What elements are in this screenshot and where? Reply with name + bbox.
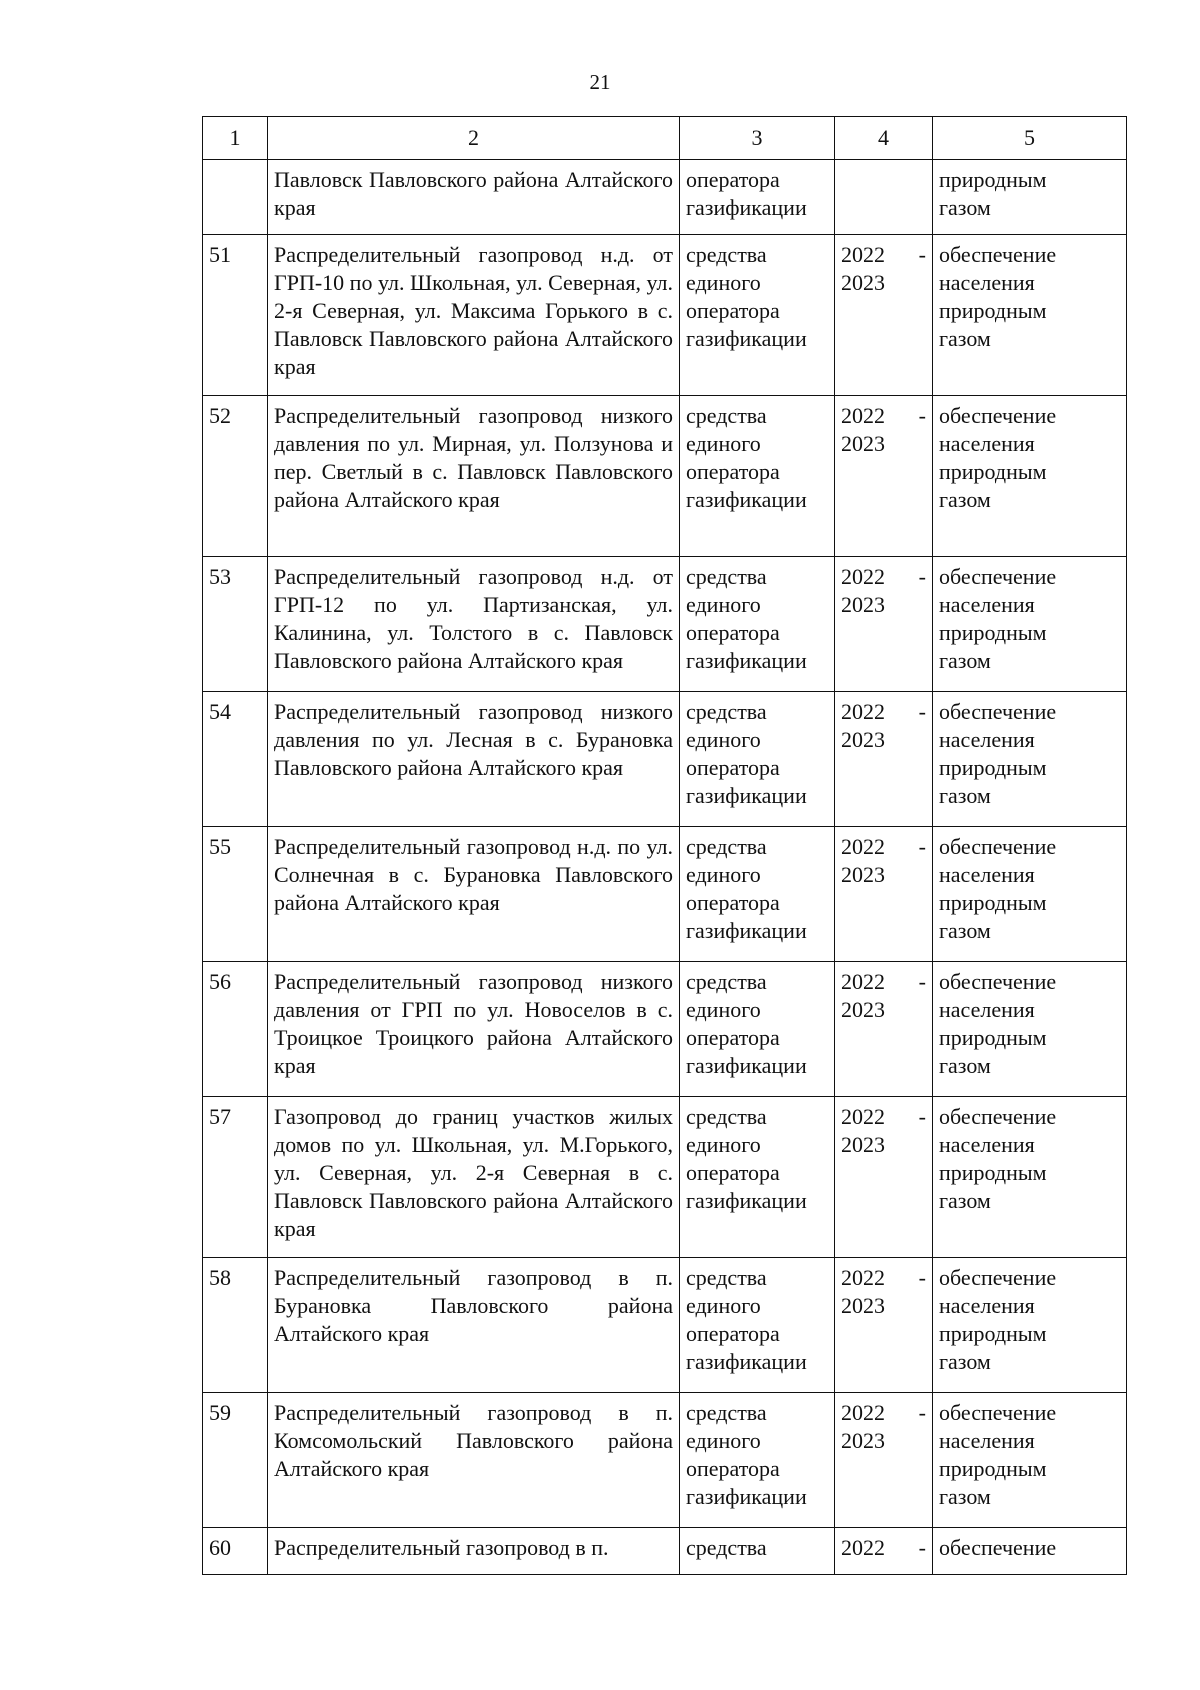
year-start: 2022: [841, 1535, 885, 1560]
purpose-line: природным: [939, 890, 1047, 915]
year-start: 2022: [841, 403, 885, 428]
row-number: 58: [203, 1258, 268, 1393]
table-row: [203, 557, 1127, 692]
row-number: 53: [203, 557, 268, 692]
funding-source-line: средства: [686, 1265, 767, 1290]
year-end: 2023: [841, 862, 885, 887]
purpose-line: населения: [939, 727, 1035, 752]
funding-source-line: газификации: [686, 195, 807, 220]
implementation-period: [835, 1528, 933, 1575]
header-row: [203, 117, 1127, 160]
funding-source-line: средства: [686, 242, 767, 267]
implementation-period: [835, 1258, 933, 1393]
implementation-period: [835, 692, 933, 827]
year-end: 2023: [841, 592, 885, 617]
period-start-line: [841, 402, 926, 430]
implementation-period: [835, 1097, 933, 1258]
program-table: [202, 116, 1127, 1575]
table-row: [203, 1528, 1127, 1575]
header-col-4: 4: [835, 117, 933, 160]
purpose-line: природным: [939, 167, 1047, 192]
object-description: Павловск Павловского района Алтайского края: [268, 160, 680, 235]
header-col-3: 3: [680, 117, 835, 160]
object-description: Распределительный газопровод низкого давления по ул. Мирная, ул. Ползунова и пер. Светлый в с. Павловск Павловского района Алтайского края: [268, 396, 680, 557]
purpose-line: обеспечение: [939, 1400, 1057, 1425]
purpose-line: обеспечение: [939, 969, 1057, 994]
purpose-line: обеспечение: [939, 1535, 1057, 1560]
row-number: 52: [203, 396, 268, 557]
period-start-line: [841, 833, 926, 861]
object-description: Распределительный газопровод н.д. от ГРП-12 по ул. Партизанская, ул. Калинина, ул. Толстого в с. Павловск Павловского района Алтайского края: [268, 557, 680, 692]
year-start: 2022: [841, 1265, 885, 1290]
funding-source-line: единого: [686, 1132, 761, 1157]
implementation-period: [835, 1393, 933, 1528]
table-row: [203, 1393, 1127, 1528]
funding-source-line: газификации: [686, 918, 807, 943]
year-separator: -: [918, 564, 926, 589]
funding-source-line: газификации: [686, 1188, 807, 1213]
purpose: [933, 1097, 1127, 1258]
year-separator: -: [918, 242, 926, 267]
implementation-period: [835, 827, 933, 962]
table-row: [203, 160, 1127, 235]
implementation-period: [835, 557, 933, 692]
row-number: 55: [203, 827, 268, 962]
table-row: [203, 692, 1127, 827]
object-description: Распределительный газопровод низкого давления от ГРП по ул. Новоселов в с. Троицкое Троицкого района Алтайского края: [268, 962, 680, 1097]
funding-source-line: средства: [686, 969, 767, 994]
year-start: 2022: [841, 564, 885, 589]
funding-source-line: единого: [686, 1428, 761, 1453]
row-number: 51: [203, 235, 268, 396]
purpose-line: населения: [939, 270, 1035, 295]
purpose: [933, 692, 1127, 827]
year-start: 2022: [841, 1400, 885, 1425]
purpose-line: природным: [939, 1025, 1047, 1050]
year-end: 2023: [841, 997, 885, 1022]
purpose-line: населения: [939, 1293, 1035, 1318]
object-description: Газопровод до границ участков жилых домов по ул. Школьная, ул. М.Горького, ул. Северная, ул. 2-я Северная в с. Павловск Павловского района Алтайского края: [268, 1097, 680, 1258]
purpose: [933, 1528, 1127, 1575]
year-separator: -: [918, 834, 926, 859]
funding-source-line: средства: [686, 834, 767, 859]
purpose-line: обеспечение: [939, 699, 1057, 724]
purpose: [933, 1258, 1127, 1393]
purpose-line: природным: [939, 620, 1047, 645]
period-start-line: [841, 1534, 926, 1562]
year-separator: -: [918, 403, 926, 428]
funding-source-line: средства: [686, 1535, 767, 1560]
funding-source: [680, 1258, 835, 1393]
funding-source: [680, 1393, 835, 1528]
purpose-line: обеспечение: [939, 1265, 1057, 1290]
purpose-line: газом: [939, 1349, 991, 1374]
funding-source: [680, 1528, 835, 1575]
object-description: Распределительный газопровод н.д. по ул. Солнечная в с. Бурановка Павловского района Алтайского края: [268, 827, 680, 962]
row-number: 59: [203, 1393, 268, 1528]
purpose-line: обеспечение: [939, 564, 1057, 589]
funding-source: [680, 396, 835, 557]
year-end: 2023: [841, 431, 885, 456]
row-number: 56: [203, 962, 268, 1097]
funding-source-line: единого: [686, 1293, 761, 1318]
funding-source: [680, 692, 835, 827]
purpose: [933, 962, 1127, 1097]
period-start-line: [841, 1103, 926, 1131]
year-start: 2022: [841, 699, 885, 724]
purpose-line: газом: [939, 1484, 991, 1509]
year-start: 2022: [841, 1104, 885, 1129]
funding-source-line: оператора: [686, 459, 780, 484]
purpose: [933, 557, 1127, 692]
purpose-line: газом: [939, 918, 991, 943]
funding-source-line: газификации: [686, 1349, 807, 1374]
purpose-line: газом: [939, 1053, 991, 1078]
purpose-line: природным: [939, 298, 1047, 323]
table-row: [203, 962, 1127, 1097]
purpose-line: населения: [939, 1132, 1035, 1157]
period-start-line: [841, 698, 926, 726]
purpose: [933, 235, 1127, 396]
purpose-line: населения: [939, 431, 1035, 456]
funding-source-line: оператора: [686, 298, 780, 323]
funding-source-line: газификации: [686, 487, 807, 512]
year-separator: -: [918, 1535, 926, 1560]
funding-source: [680, 557, 835, 692]
funding-source-line: газификации: [686, 1484, 807, 1509]
purpose-line: газом: [939, 1188, 991, 1213]
purpose-line: населения: [939, 997, 1035, 1022]
table-row: [203, 235, 1127, 396]
funding-source-line: оператора: [686, 1456, 780, 1481]
funding-source-line: средства: [686, 403, 767, 428]
funding-source: [680, 160, 835, 235]
purpose-line: природным: [939, 459, 1047, 484]
year-separator: -: [918, 699, 926, 724]
purpose-line: газом: [939, 487, 991, 512]
funding-source-line: оператора: [686, 167, 780, 192]
object-description: Распределительный газопровод в п. Бурановка Павловского района Алтайского края: [268, 1258, 680, 1393]
purpose-line: населения: [939, 862, 1035, 887]
funding-source-line: оператора: [686, 620, 780, 645]
year-separator: -: [918, 1400, 926, 1425]
implementation-period: [835, 962, 933, 1097]
page-number: 21: [589, 70, 611, 94]
funding-source: [680, 827, 835, 962]
purpose-line: природным: [939, 1321, 1047, 1346]
funding-source-line: оператора: [686, 1321, 780, 1346]
purpose: [933, 160, 1127, 235]
year-separator: -: [918, 1265, 926, 1290]
implementation-period: [835, 396, 933, 557]
funding-source-line: единого: [686, 727, 761, 752]
purpose-line: обеспечение: [939, 1104, 1057, 1129]
purpose-line: газом: [939, 783, 991, 808]
year-end: 2023: [841, 1293, 885, 1318]
implementation-period: [835, 235, 933, 396]
year-start: 2022: [841, 242, 885, 267]
funding-source: [680, 962, 835, 1097]
table-header: [203, 117, 1127, 160]
year-end: 2023: [841, 1132, 885, 1157]
table-row: [203, 1097, 1127, 1258]
header-col-5: 5: [933, 117, 1127, 160]
funding-source-line: средства: [686, 1400, 767, 1425]
period-start-line: [841, 563, 926, 591]
funding-source: [680, 235, 835, 396]
funding-source: [680, 1097, 835, 1258]
table-row: [203, 827, 1127, 962]
object-description: Распределительный газопровод в п.: [268, 1528, 680, 1575]
year-separator: -: [918, 969, 926, 994]
purpose-line: обеспечение: [939, 403, 1057, 428]
row-number: 60: [203, 1528, 268, 1575]
year-start: 2022: [841, 834, 885, 859]
object-description: Распределительный газопровод в п. Комсомольский Павловского района Алтайского края: [268, 1393, 680, 1528]
purpose: [933, 1393, 1127, 1528]
funding-source-line: оператора: [686, 890, 780, 915]
funding-source-line: оператора: [686, 1160, 780, 1185]
year-start: 2022: [841, 969, 885, 994]
year-end: 2023: [841, 727, 885, 752]
period-start-line: [841, 968, 926, 996]
purpose: [933, 827, 1127, 962]
purpose-line: природным: [939, 1160, 1047, 1185]
header-col-1: 1: [203, 117, 268, 160]
object-description: Распределительный газопровод н.д. от ГРП-10 по ул. Школьная, ул. Северная, ул. 2-я Северная, ул. Максима Горького в с. Павловск Павловского района Алтайского края: [268, 235, 680, 396]
purpose-line: обеспечение: [939, 834, 1057, 859]
funding-source-line: газификации: [686, 783, 807, 808]
table-row: [203, 1258, 1127, 1393]
funding-source-line: единого: [686, 997, 761, 1022]
year-end: 2023: [841, 270, 885, 295]
period-start-line: [841, 1264, 926, 1292]
row-number: 54: [203, 692, 268, 827]
funding-source-line: единого: [686, 431, 761, 456]
purpose-line: населения: [939, 592, 1035, 617]
funding-source-line: средства: [686, 564, 767, 589]
funding-source-line: единого: [686, 592, 761, 617]
funding-source-line: газификации: [686, 1053, 807, 1078]
purpose-line: газом: [939, 195, 991, 220]
funding-source-line: оператора: [686, 755, 780, 780]
funding-source-line: средства: [686, 1104, 767, 1129]
purpose-line: природным: [939, 755, 1047, 780]
object-description: Распределительный газопровод низкого давления по ул. Лесная в с. Бурановка Павловского района Алтайского края: [268, 692, 680, 827]
header-col-2: 2: [268, 117, 680, 160]
period-start-line: [841, 1399, 926, 1427]
purpose-line: газом: [939, 648, 991, 673]
year-separator: -: [918, 1104, 926, 1129]
purpose-line: населения: [939, 1428, 1035, 1453]
implementation-period: [835, 160, 933, 235]
funding-source-line: оператора: [686, 1025, 780, 1050]
purpose-line: обеспечение: [939, 242, 1057, 267]
funding-source-line: газификации: [686, 326, 807, 351]
funding-source-line: средства: [686, 699, 767, 724]
row-number: [203, 160, 268, 235]
period-start-line: [841, 241, 926, 269]
purpose-line: природным: [939, 1456, 1047, 1481]
funding-source-line: единого: [686, 270, 761, 295]
row-number: 57: [203, 1097, 268, 1258]
funding-source-line: газификации: [686, 648, 807, 673]
year-end: 2023: [841, 1428, 885, 1453]
funding-source-line: единого: [686, 862, 761, 887]
purpose: [933, 396, 1127, 557]
table-body: [203, 160, 1127, 1575]
table-row: [203, 396, 1127, 557]
purpose-line: газом: [939, 326, 991, 351]
